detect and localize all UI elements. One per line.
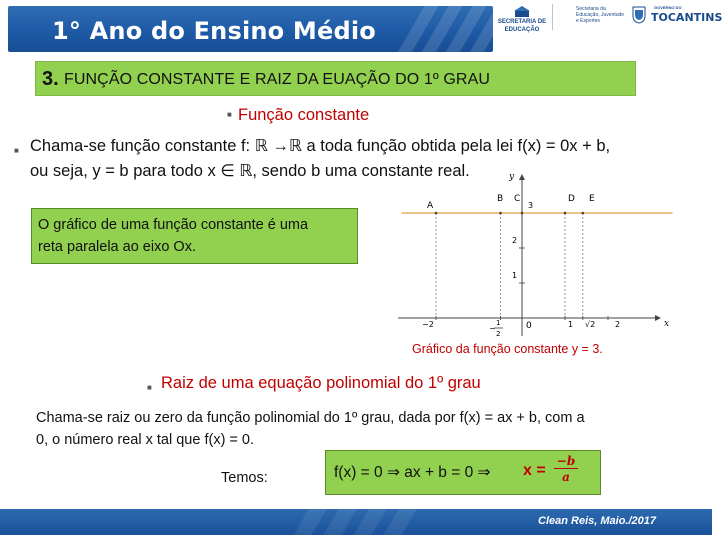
bullet-dot: ■ (147, 383, 152, 392)
graph-note-line-2: reta paralela ao eixo Ox. (38, 239, 196, 255)
point-a (435, 212, 438, 215)
bullet-dot: ■ (14, 146, 19, 155)
y-axis-label: y (509, 172, 515, 182)
constant-function-subtitle: Função constante (238, 106, 370, 124)
footer-author: Clean Reis, Maio./2017 (538, 515, 656, 527)
x-axis-arrow-icon (655, 315, 661, 321)
graph-note-line-1: O gráfico de uma função constante é uma (38, 217, 309, 233)
graph-caption: Gráfico da função constante y = 3. (412, 342, 603, 356)
point-c (521, 212, 524, 215)
government-label: GOVERNO DO (654, 5, 682, 10)
point-label-c: C (514, 194, 521, 204)
root-definition-line-1: Chama-se raiz ou zero da função polinomial do 1º grau, dada por f(x) = ax + b, com a (36, 410, 585, 426)
formula-derivation: f(x) = 0 ⇒ ax + b = 0 ⇒ (334, 464, 491, 481)
y-tick-label-1: 1 (512, 271, 518, 280)
title-bar-stripes (400, 6, 480, 52)
y-tick-label-3: 3 (528, 201, 534, 210)
origin-label: 0 (526, 321, 532, 331)
y-axis-arrow-icon (519, 174, 525, 180)
root-definition-line-2: 0, o número real x tal que f(x) = 0. (36, 432, 255, 448)
secretaria-logo-icon (514, 6, 530, 18)
formula-fraction (554, 454, 578, 485)
y-tick-label-2: 2 (512, 236, 518, 245)
government-department-text: Secretaria da Educação, Juventude e Esportes (576, 6, 625, 24)
point-d (564, 212, 567, 215)
graph-note-box (31, 208, 358, 264)
constant-function-graph (390, 170, 675, 340)
x-tick-label-half-numerator: 1 (496, 319, 501, 327)
point-e (582, 212, 585, 215)
x-tick-label-2: 2 (615, 320, 621, 329)
slide-footer (0, 509, 712, 535)
point-label-b: B (497, 194, 504, 204)
root-subtitle: Raiz de uma equação polinomial do 1º grau (161, 374, 481, 392)
x-tick-label-half-denominator: 2 (496, 330, 501, 338)
x-tick-label-minus-2: −2 (422, 320, 434, 329)
section-title: FUNÇÃO CONSTANTE E RAIZ DA EUAÇÃO DO 1º GRAU (64, 71, 491, 88)
section-heading-bar (35, 61, 636, 96)
state-name: TOCANTINS (651, 11, 722, 24)
definition-line-2: ou seja, y = b para todo x ∈ ℝ, sendo b uma constante real. (30, 162, 470, 180)
point-b (499, 212, 502, 215)
definition-line-1: Chama-se função constante f: ℝ →ℝ a toda função obtida pela lei f(x) = 0x + b, (30, 137, 611, 155)
x-tick-label-minus-sign: − (489, 324, 496, 333)
point-label-d: D (568, 194, 575, 204)
slide-header (0, 0, 722, 58)
point-label-a: A (427, 201, 434, 211)
bullet-dot: ■ (227, 110, 232, 119)
secretaria-label: SECRETARIA DE EDUCAÇÃO (497, 19, 547, 33)
root-formula-box (325, 450, 601, 495)
slide-title: 1° Ano do Ensino Médio (52, 17, 376, 45)
point-label-e: E (589, 194, 595, 204)
formula-result-x: x = (523, 462, 546, 479)
section-number: 3. (42, 68, 59, 90)
x-axis-label: x (664, 319, 670, 329)
state-crest-icon (632, 6, 646, 24)
fraction-denominator: a (562, 470, 570, 484)
x-tick-label-sqrt-2: √2 (585, 320, 596, 329)
fraction-numerator: −b (554, 454, 578, 469)
x-tick-label-1: 1 (568, 320, 574, 329)
temos-label: Temos: (221, 470, 268, 486)
